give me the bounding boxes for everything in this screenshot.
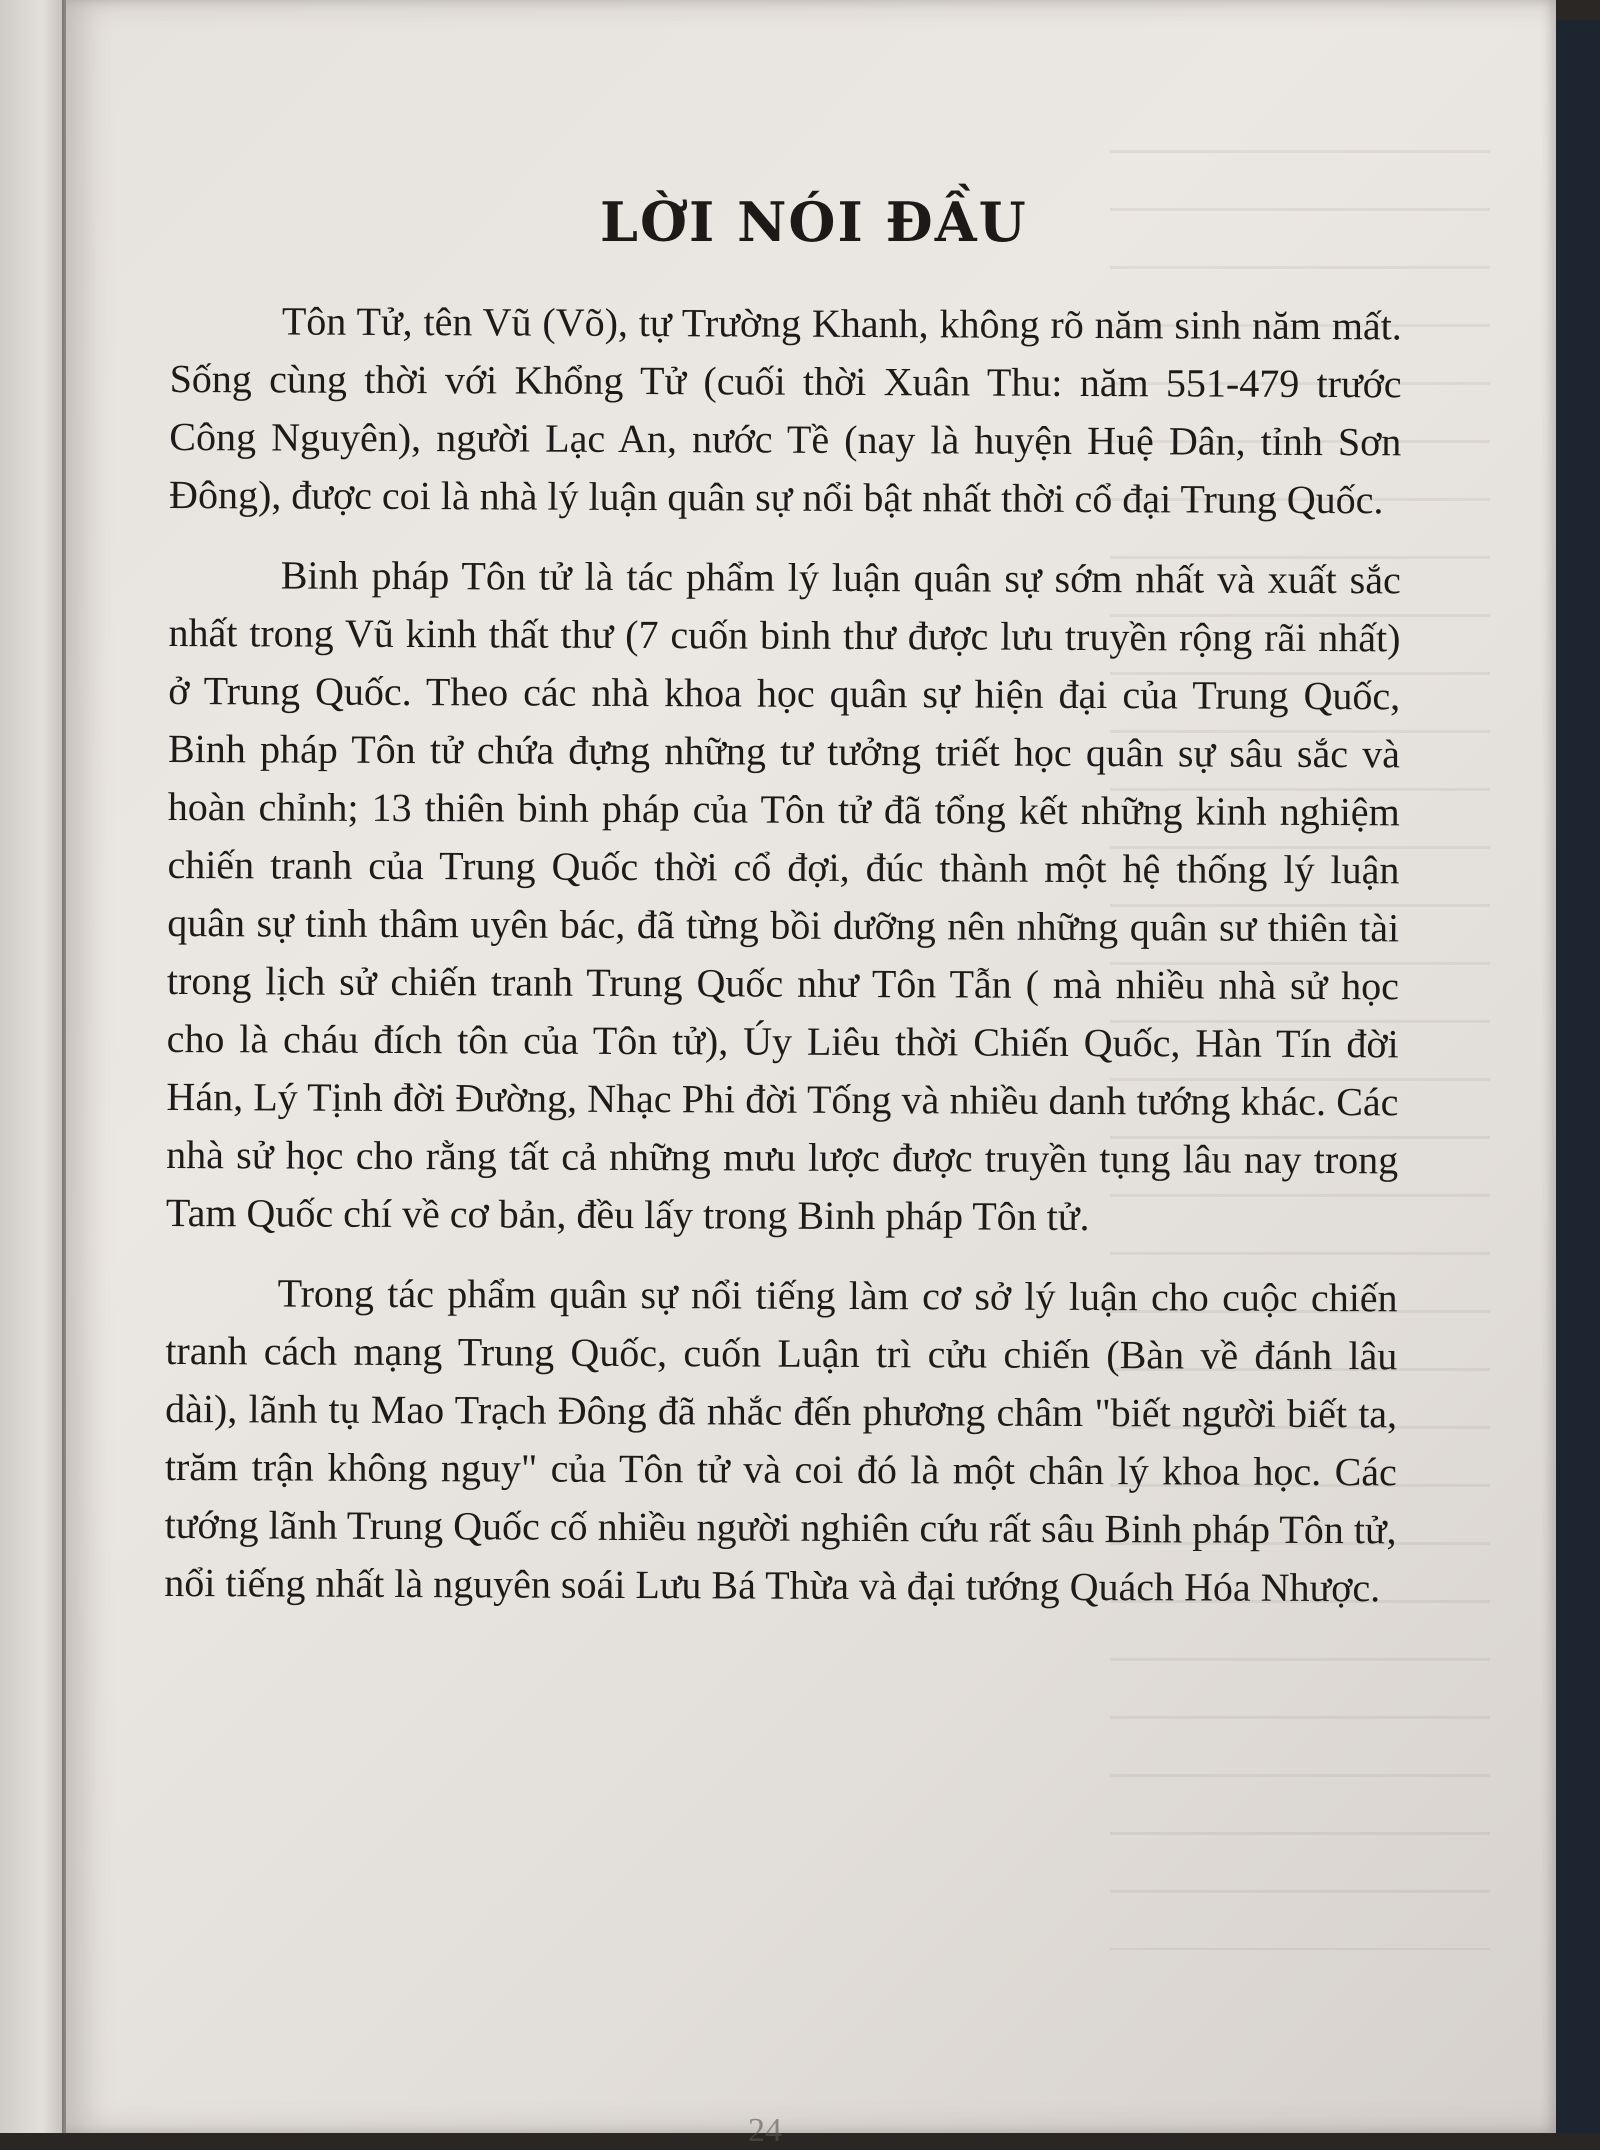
paragraph-2: Binh pháp Tôn tử là tác phẩm lý luận quân sự sớm nhất và xuất sắc nhất trong Vũ kinh thất thư (7 cuốn binh thư được lưu truyền rộng rãi nhất) ở Trung Quốc. Theo các nhà khoa học quân sự hiện đại của Trung Quốc, Binh pháp Tôn tử chứa đựng những tư tưởng triết học quân sự sâu sắc và hoàn chỉnh; 13 thiên binh pháp của Tôn tử đã tổng kết những kinh nghiệm chiến tranh của Trung Quốc thời cổ đợi, đúc thành một hệ thống lý luận quân sự tinh thâm uyên bác, đã từng bồi dưỡng nên những quân sư thiên tài trong lịch sử chiến tranh Trung Quốc như Tôn Tẫn ( mà nhiều nhà sử học cho là cháu đích tôn của Tôn tử), Úy Liêu thời Chiến Quốc, Hàn Tín đời Hán, Lý Tịnh đời Đường, Nhạc Phi đời Tống và nhiều danh tướng khác. Các nhà sử học cho rằng tất cả những mưu lược được truyền tụng lâu nay trong Tam Quốc chí về cơ bản, đều lấy trong Binh pháp Tôn tử. <box>165 552 1401 1240</box>
previous-page-edge <box>0 0 70 2133</box>
page-title: LỜI NÓI ĐẦU <box>600 190 1028 254</box>
book-cover-edge <box>1552 20 1600 2133</box>
paragraph-1: Tôn Tử, tên Vũ (Võ), tự Trường Khanh, không rõ năm sinh năm mất. Sống cùng thời với Khổng Tử (cuối thời Xuân Thu: năm 551-479 trước Công Nguyên), người Lạc An, nước Tề (nay là huyện Huệ Dân, tỉnh Sơn Đông), được coi là nhà lý luận quân sự nổi bật nhất thời cổ đại Trung Quốc. <box>169 298 1402 523</box>
page-number: 24 <box>748 2112 782 2149</box>
body-text <box>164 292 1402 1639</box>
paragraph-3: Trong tác phẩm quân sự nổi tiếng làm cơ sở lý luận cho cuộc chiến tranh cách mạng Trung Quốc, cuốn Luận trì cửu chiến (Bàn về đánh lâu dài), lãnh tụ Mao Trạch Đông đã nhắc đến phương châm "biết người biết ta, trăm trận không nguy" của Tôn tử và coi đó là một chân lý khoa học. Các tướng lãnh Trung Quốc cố nhiều người nghiên cứu rất sâu Binh pháp Tôn tử, nổi tiếng nhất là nguyên soái Lưu Bá Thừa và đại tướng Quách Hóa Nhược. <box>164 1270 1398 1611</box>
